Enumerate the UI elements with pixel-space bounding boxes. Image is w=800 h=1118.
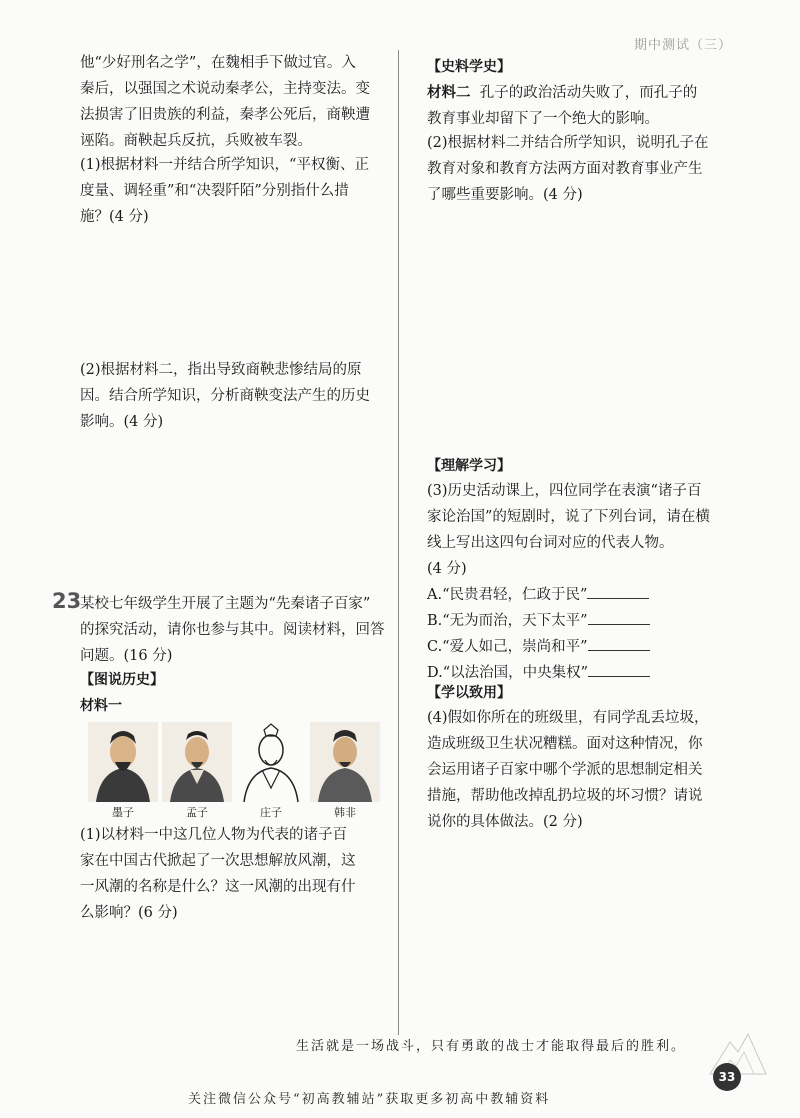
material-label: 材料二 bbox=[427, 85, 471, 101]
portrait-image bbox=[310, 722, 380, 802]
portrait-image bbox=[236, 722, 306, 802]
question-22-2 bbox=[80, 357, 385, 435]
answer-blank[interactable] bbox=[588, 662, 650, 677]
question-23-1 bbox=[80, 822, 385, 926]
text-line: 因。结合所学知识，分析商鞅变法产生的历史 bbox=[80, 388, 370, 404]
portrait-image bbox=[88, 722, 158, 802]
portrait-name: 庄子 bbox=[260, 806, 282, 819]
section-heading: 【学以致用】 bbox=[427, 685, 511, 701]
section-lijie bbox=[427, 454, 730, 478]
section-header: 期中测试（三） bbox=[634, 38, 733, 53]
portrait-mozi bbox=[88, 722, 158, 818]
question-23-2 bbox=[427, 130, 730, 208]
option-a bbox=[427, 582, 730, 608]
motto: 生活就是一场战斗，只有勇敢的战士才能取得最后的胜利。 bbox=[296, 1039, 687, 1054]
answer-blank[interactable] bbox=[587, 584, 649, 599]
section-heading: 【史料学史】 bbox=[427, 59, 511, 75]
question-22-1 bbox=[80, 152, 385, 230]
text-line bbox=[427, 80, 730, 106]
text-line: 措施，帮助他改掉乱扔垃圾的坏习惯？请说 bbox=[427, 788, 703, 804]
section-xueyi bbox=[427, 681, 730, 705]
text-line: 线上写出这四句台词对应的代表人物。 bbox=[427, 535, 674, 551]
text-line: 施？(4 分) bbox=[80, 209, 149, 225]
portrait-mengzi bbox=[162, 722, 232, 818]
section-heading: 【图说历史】 bbox=[80, 672, 164, 688]
portrait-name: 韩非 bbox=[334, 806, 356, 819]
text-line: 一风潮的名称是什么？这一风潮的出现有什 bbox=[80, 879, 356, 895]
section-shiliao bbox=[427, 55, 730, 79]
text-line: 的探究活动，请你也参与其中。阅读材料，回答 bbox=[80, 622, 385, 638]
portrait-hanfei bbox=[310, 722, 380, 818]
text-line: 问题。(16 分) bbox=[80, 648, 173, 664]
question-23-stem bbox=[80, 591, 385, 669]
question-23-4 bbox=[427, 705, 730, 835]
option-b bbox=[427, 608, 730, 634]
text-line: 家在中国古代掀起了一次思想解放风潮，这 bbox=[80, 853, 356, 869]
option-text: D.“以法治国，中央集权” bbox=[427, 665, 589, 681]
text-line: 他“少好刑名之学”，在魏相手下做过官。入 bbox=[80, 55, 356, 71]
text-line: 秦后，以强国之术说动秦孝公，主持变法。变 bbox=[80, 81, 370, 97]
text-line: (2)根据材料二并结合所学知识，说明孔子在 bbox=[427, 135, 709, 151]
text-line: 影响。(4 分) bbox=[80, 414, 164, 430]
text-line: 教育对象和教育方法两方面对教育事业产生 bbox=[427, 161, 703, 177]
page-number: 33 bbox=[713, 1063, 741, 1091]
text-line: 家论治国”的短剧时，说了下列台词，请在横 bbox=[427, 509, 710, 525]
option-text: B.“无为而治，天下太平” bbox=[427, 613, 588, 629]
section-heading: 【理解学习】 bbox=[427, 458, 511, 474]
text-line: (1)根据材料一并结合所学知识，“平权衡、正 bbox=[80, 157, 369, 173]
answer-blank[interactable] bbox=[588, 636, 650, 651]
text-line: 了哪些重要影响。(4 分) bbox=[427, 187, 583, 203]
text-line: 么影响？(6 分) bbox=[80, 905, 178, 921]
text-line: 法损害了旧贵族的利益，秦孝公死后，商鞅遭 bbox=[80, 107, 370, 123]
text-line: (4 分) bbox=[427, 561, 467, 577]
text-line: 说你的具体做法。(2 分) bbox=[427, 814, 583, 830]
material-text: 孔子的政治活动失败了，而孔子的 bbox=[479, 85, 698, 101]
text-line: (1)以材料一中这几位人物为代表的诸子百 bbox=[80, 827, 348, 843]
answer-blank[interactable] bbox=[588, 610, 650, 625]
text-line: (2)根据材料二，指出导致商鞅悲惨结局的原 bbox=[80, 362, 362, 378]
option-text: C.“爱人如己，崇尚和平” bbox=[427, 639, 588, 655]
text-line: 教育事业却留下了一个绝大的影响。 bbox=[427, 111, 659, 127]
text-line: 诬陷。商鞅起兵反抗，兵败被车裂。 bbox=[80, 133, 312, 149]
portrait-image bbox=[162, 722, 232, 802]
text-line: 度量、调轻重”和“决裂阡陌”分别指什么措 bbox=[80, 183, 349, 199]
portrait-zhuangzi bbox=[236, 722, 306, 818]
text-line: 某校七年级学生开展了主题为“先秦诸子百家” bbox=[80, 596, 371, 612]
column-divider bbox=[398, 50, 399, 1035]
option-text: A.“民贵君轻，仁政于民” bbox=[427, 587, 588, 603]
option-c bbox=[427, 634, 730, 660]
text-line: (3)历史活动课上，四位同学在表演“诸子百 bbox=[427, 483, 702, 499]
material-label: 材料一 bbox=[80, 698, 122, 714]
material-continuation bbox=[80, 50, 385, 154]
section-tushuo bbox=[80, 668, 385, 718]
question-number: 23 bbox=[52, 589, 82, 613]
text-line: 造成班级卫生状况糟糕。面对这种情况，你 bbox=[427, 736, 703, 752]
footer-note: 关注微信公众号“初高教辅站”获取更多初高中教辅资料 bbox=[188, 1092, 551, 1107]
portrait-name: 墨子 bbox=[112, 806, 134, 819]
question-23-3 bbox=[427, 478, 730, 686]
portrait-row bbox=[88, 722, 378, 818]
text-line: (4)假如你所在的班级里，有同学乱丢垃圾， bbox=[427, 710, 709, 726]
text-line: 会运用诸子百家中哪个学派的思想制定相关 bbox=[427, 762, 703, 778]
portrait-name: 孟子 bbox=[186, 806, 208, 819]
material-2 bbox=[427, 80, 730, 132]
